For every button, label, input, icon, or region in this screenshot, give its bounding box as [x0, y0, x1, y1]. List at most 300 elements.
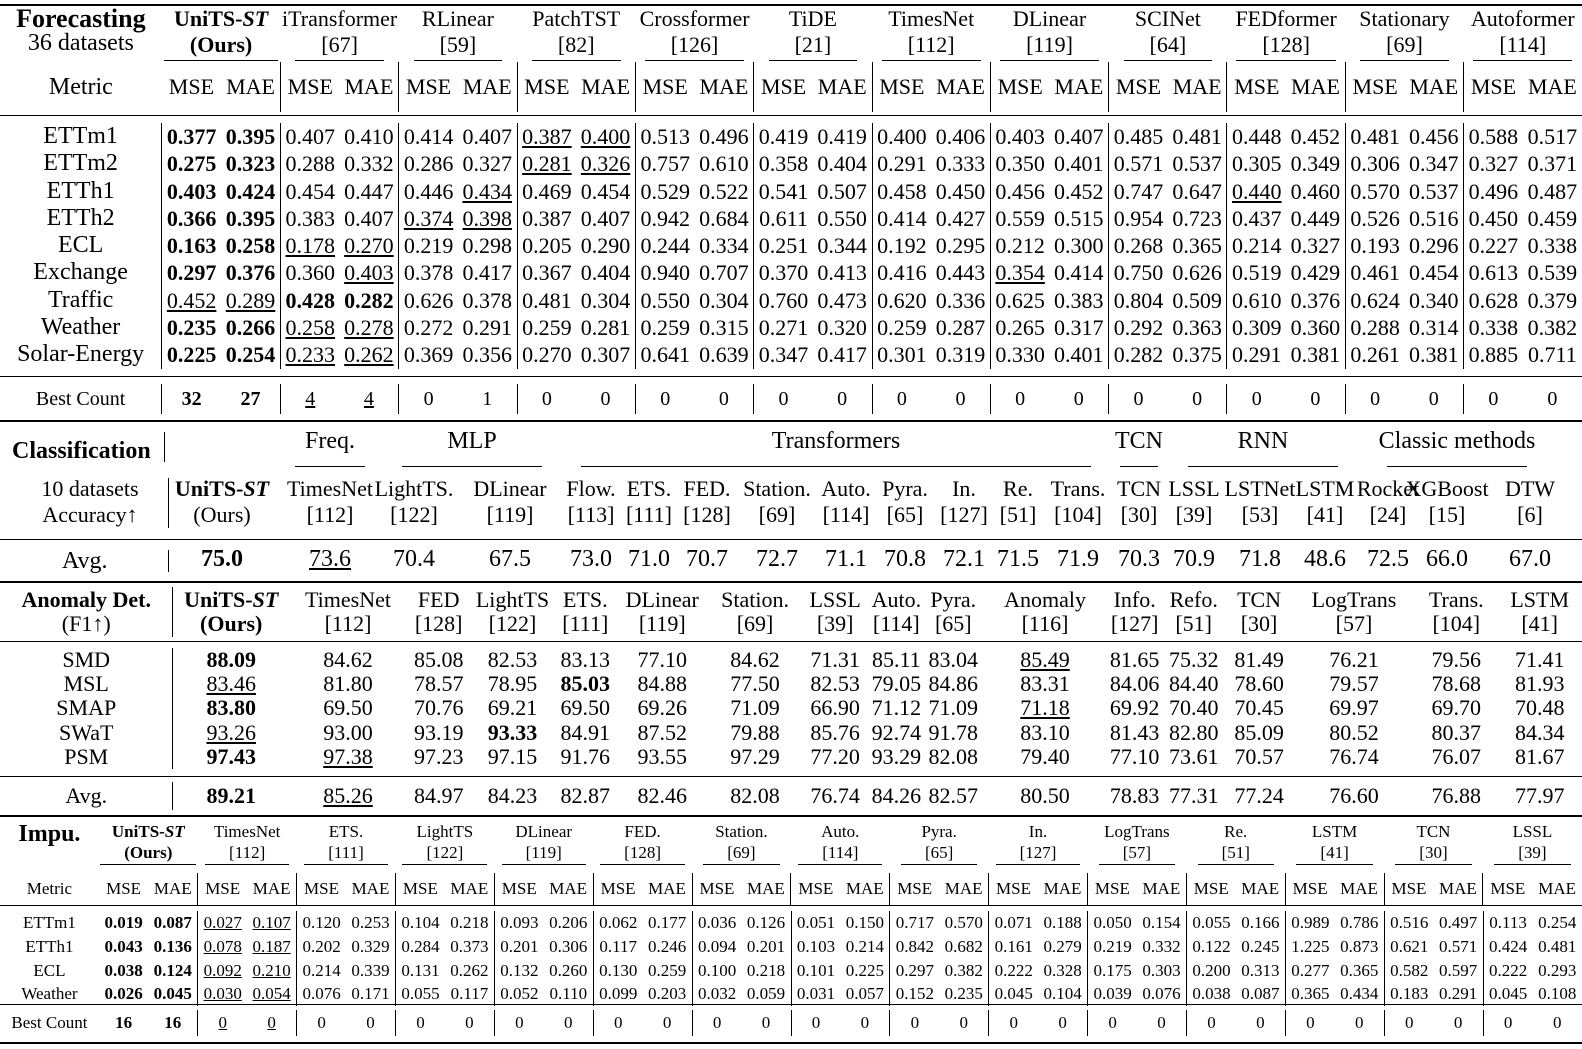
model-name: TiDE	[788, 6, 837, 31]
model-header-2	[297, 821, 396, 873]
value-cell: 0.293	[1538, 960, 1577, 980]
value-cell: 0.245	[1241, 936, 1280, 956]
mae-header: MAE	[462, 74, 512, 99]
value-cell: 0.214	[845, 936, 885, 956]
value-cell: 0.045	[1483, 982, 1532, 1006]
model-ref: [122]	[390, 502, 438, 527]
mae-header: MAE	[581, 74, 631, 99]
mse-header: MSE	[890, 873, 939, 905]
value-cell: 0.262	[344, 342, 394, 368]
classification-sub1: 10 datasets	[41, 476, 139, 501]
value-cell: 78.60	[1234, 671, 1284, 697]
model-ref: [53]	[1241, 502, 1279, 527]
model-header-7	[990, 6, 1108, 62]
best-count-cell: 0	[198, 1010, 247, 1036]
model-name: Flow.	[566, 476, 616, 501]
anomaly-data-table	[0, 648, 1582, 769]
model-name: DLinear	[473, 476, 547, 501]
value-cell: 0.404	[580, 260, 631, 286]
best-count-cell: 16	[164, 1013, 182, 1032]
model-header-10	[1345, 6, 1463, 62]
group-label: RNN	[1237, 428, 1289, 454]
forecasting-data-table	[0, 123, 1582, 369]
value-cell: 0.126	[746, 913, 786, 932]
value-cell: 0.454	[1408, 260, 1459, 286]
value-cell: 0.446	[399, 178, 458, 205]
model-ref: [69]	[1360, 32, 1449, 61]
value-cell: 0.711	[1528, 342, 1577, 368]
best-count-cell: 0	[890, 1010, 939, 1036]
value-cell: 0.258	[280, 314, 339, 341]
value-cell: 0.365	[1340, 960, 1379, 980]
value-cell: 0.332	[344, 151, 394, 177]
avg-value: 84.26	[871, 783, 922, 808]
mse-header: MSE	[1483, 873, 1532, 905]
value-cell: 0.227	[1464, 232, 1523, 259]
value-cell: 0.328	[1043, 960, 1082, 980]
model-ref: [65]	[901, 842, 977, 865]
value-cell: 71.41	[1514, 647, 1565, 672]
mse-header: MSE	[593, 873, 642, 905]
value-cell: 81.93	[1514, 671, 1565, 697]
imputation-top-rule	[0, 815, 1582, 817]
model-header-7	[791, 821, 890, 873]
dataset-name: Solar-Energy	[17, 341, 145, 368]
value-cell: 0.332	[1142, 936, 1181, 956]
value-cell: 0.292	[1109, 314, 1168, 341]
model-header-13	[1384, 821, 1483, 873]
model-name: XGBoost	[1405, 476, 1489, 501]
value-cell: 0.291	[872, 150, 931, 177]
value-cell: 0.516	[1408, 205, 1459, 231]
forecasting-subtitle: 36 datasets	[27, 30, 134, 56]
model-ref: [51]	[1198, 842, 1274, 865]
value-cell: 0.178	[280, 232, 339, 259]
value-cell: 0.449	[1290, 205, 1341, 231]
model-ref: [122]	[488, 611, 537, 636]
value-cell: 0.038	[1187, 982, 1236, 1006]
mse-header: MSE	[198, 873, 247, 905]
best-count-cell: 0	[494, 1010, 543, 1036]
value-cell: 0.286	[399, 150, 458, 177]
value-cell: 0.954	[1109, 205, 1168, 232]
model-ref: [69]	[758, 502, 796, 527]
model-name: Crossformer	[639, 6, 750, 31]
group-rule	[295, 466, 365, 467]
model-header-1	[289, 587, 407, 637]
value-cell: 71.12	[871, 695, 922, 721]
value-cell: 0.235	[162, 314, 221, 341]
best-count-cell: 0	[600, 387, 611, 410]
value-cell: 0.093	[494, 911, 543, 935]
value-cell: 0.537	[1408, 178, 1459, 204]
bottom-rule	[0, 1042, 1582, 1044]
group-label: Classic methods	[1378, 428, 1536, 454]
value-cell: 71.18	[1020, 695, 1070, 721]
group-label: TCN	[1115, 428, 1163, 454]
model-header-12	[1162, 587, 1225, 637]
value-cell: 0.214	[297, 959, 346, 983]
model-header-4	[494, 821, 593, 873]
model-ref: [119]	[1000, 32, 1099, 61]
model-ref: [41]	[1521, 611, 1559, 636]
avg-value: 76.88	[1431, 783, 1482, 808]
best-count-cell: 0	[1464, 384, 1523, 414]
value-cell: 0.296	[1408, 233, 1459, 259]
model-name: TCN	[1416, 822, 1451, 841]
model-ref: [128]	[683, 502, 731, 527]
value-cell: 0.647	[1172, 178, 1222, 204]
best-count-cell: 0	[990, 384, 1049, 414]
value-cell: 85.08	[413, 647, 464, 672]
value-cell: 0.448	[1227, 123, 1286, 150]
value-cell: 78.57	[413, 671, 464, 697]
model-header-1	[198, 821, 297, 873]
value-cell: 0.101	[791, 959, 840, 983]
value-cell: 0.360	[280, 259, 339, 286]
anomaly-avg	[0, 782, 1582, 810]
avg-value: 84.23	[487, 783, 538, 808]
value-cell: 0.132	[494, 959, 543, 983]
value-cell: 0.940	[635, 259, 694, 286]
value-cell: 0.099	[593, 982, 642, 1006]
value-cell: 0.104	[1043, 984, 1082, 1004]
value-cell: 0.367	[517, 259, 576, 286]
mse-header: MSE	[754, 62, 813, 112]
value-cell: 0.400	[872, 123, 931, 150]
value-cell: 0.291	[1227, 341, 1286, 368]
value-cell: 0.641	[635, 341, 694, 368]
value-cell: 69.26	[637, 695, 687, 721]
value-cell: 92.74	[871, 719, 922, 745]
classification-rule	[0, 539, 1582, 540]
value-cell: 77.20	[810, 743, 860, 769]
value-cell: 0.407	[344, 205, 394, 231]
value-cell: 0.107	[252, 913, 291, 932]
best-count-cell: 0	[517, 384, 576, 414]
model-ref: [51]	[1175, 611, 1213, 636]
imputation-section	[0, 821, 1582, 905]
model-ref: [112]	[205, 842, 289, 865]
model-ref: [39]	[1494, 842, 1570, 865]
table-row	[0, 935, 1582, 959]
model-name: LogTrans	[1311, 587, 1397, 612]
best-count-cell: 0	[593, 1010, 642, 1036]
value-cell: 81.49	[1234, 647, 1284, 672]
value-cell: 0.203	[648, 984, 687, 1004]
value-cell: 0.481	[1345, 123, 1404, 150]
value-cell: 0.383	[1054, 287, 1104, 313]
value-cell: 0.313	[1241, 960, 1280, 980]
mae-header: MAE	[226, 74, 275, 99]
model-name: TimesNet	[213, 822, 281, 841]
value-cell: 0.163	[162, 232, 221, 259]
value-cell: 93.29	[871, 743, 922, 769]
value-cell: 0.108	[1538, 984, 1577, 1004]
model-name: DLinear	[1012, 6, 1087, 31]
avg-value: 67.0	[1509, 546, 1551, 572]
value-cell: 0.270	[517, 341, 576, 368]
table-row	[0, 259, 1582, 286]
value-cell: 0.214	[1227, 232, 1286, 259]
model-ref: [116]	[1021, 611, 1069, 636]
model-ref: [112]	[324, 611, 372, 636]
value-cell: 0.481	[1172, 124, 1222, 149]
value-cell: 0.306	[1345, 150, 1404, 177]
dataset-name: ETTh2	[46, 204, 115, 231]
value-cell: 0.407	[580, 205, 631, 231]
value-cell: 0.450	[935, 178, 986, 204]
value-cell: 0.469	[517, 178, 576, 205]
best-count-cell: 0	[1157, 1013, 1166, 1032]
value-cell: 0.103	[791, 935, 840, 959]
anomaly-section	[0, 587, 1582, 637]
value-cell: 0.414	[399, 123, 458, 150]
model-ref: [39]	[816, 611, 854, 636]
value-cell: 70.48	[1514, 695, 1565, 721]
value-cell: 93.33	[487, 719, 538, 745]
group-rule	[1120, 466, 1158, 467]
model-ref: [119]	[638, 611, 686, 636]
best-count-cell: 0	[860, 1013, 870, 1032]
avg-value: 82.57	[928, 783, 979, 808]
value-cell: 0.628	[1464, 287, 1523, 314]
group-label: Transformers	[771, 428, 901, 454]
value-cell: 82.80	[1168, 719, 1219, 745]
value-cell: 0.842	[890, 935, 939, 959]
mae-header: MAE	[1538, 879, 1577, 898]
value-cell: 0.358	[754, 150, 813, 177]
value-cell: 0.424	[1483, 935, 1532, 959]
model-header-11	[1107, 587, 1162, 637]
value-cell: 0.338	[1464, 314, 1523, 341]
model-header-9	[924, 587, 983, 637]
avg-value: 76.60	[1329, 783, 1379, 808]
model-ref: [59]	[414, 32, 503, 61]
value-cell: 0.031	[791, 982, 840, 1006]
model-ref: [114]	[798, 842, 882, 865]
value-cell: 0.306	[549, 936, 588, 956]
best-count-cell: 16	[115, 1013, 133, 1032]
value-cell: 0.201	[494, 935, 543, 959]
avg-value: 70.9	[1173, 546, 1215, 572]
avg-value: 73.6	[309, 546, 351, 572]
mae-header: MAE	[1172, 74, 1222, 99]
model-name: RLinear	[421, 6, 494, 31]
best-count-cell: 1	[482, 387, 493, 410]
value-cell: 0.459	[1527, 205, 1578, 231]
anomaly-avg-rule	[0, 776, 1582, 777]
value-cell: 0.300	[1054, 233, 1104, 259]
value-cell: 0.610	[699, 151, 749, 177]
value-cell: 0.288	[1345, 314, 1404, 341]
value-cell: 0.055	[1187, 911, 1236, 935]
model-header-4	[555, 587, 616, 637]
avg-value: 70.4	[393, 546, 435, 572]
model-ref: (Ours)	[193, 502, 251, 527]
dataset-name: SMD	[0, 648, 173, 672]
value-cell: 0.314	[1408, 315, 1459, 341]
value-cell: 91.78	[928, 719, 979, 745]
avg-value: 82.46	[637, 783, 687, 808]
model-ref: [114]	[822, 502, 870, 527]
mse-header: MSE	[1464, 62, 1523, 112]
value-cell: 0.290	[580, 233, 631, 259]
value-cell: 0.873	[1340, 936, 1379, 956]
model-ref: [119]	[502, 842, 586, 865]
model-name: Pyra.	[882, 476, 928, 501]
value-cell: 0.291	[462, 315, 512, 341]
avg-value: 82.87	[560, 783, 611, 808]
value-cell: 0.350	[990, 150, 1049, 177]
mae-header: MAE	[699, 74, 749, 99]
value-cell: 0.205	[517, 232, 576, 259]
model-name: FED.	[683, 476, 731, 501]
best-count-cell: 0	[955, 387, 966, 410]
best-count-cell: 0	[1310, 387, 1321, 410]
value-cell: 0.136	[153, 936, 192, 956]
model-name: LightTS	[475, 587, 550, 612]
value-cell: 0.272	[399, 314, 458, 341]
value-cell: 0.307	[580, 342, 631, 368]
model-header-10	[1087, 821, 1186, 873]
anomaly-avg-table	[0, 782, 1582, 810]
value-cell: 97.15	[487, 743, 538, 769]
model-name: In.	[952, 476, 976, 501]
model-header-8	[1109, 6, 1227, 62]
value-cell: 85.11	[871, 647, 921, 672]
forecasting-title-cell	[0, 6, 162, 62]
anomaly-title-cell	[0, 587, 173, 637]
value-cell: 0.723	[1172, 205, 1222, 231]
value-cell: 0.271	[754, 314, 813, 341]
best-count-cell: 0	[465, 1013, 474, 1032]
model-ref: [122]	[402, 842, 487, 865]
value-cell: 0.370	[754, 259, 813, 286]
value-cell: 82.53	[487, 647, 538, 672]
value-cell: 71.09	[730, 695, 780, 721]
dataset-name: Exchange	[33, 259, 128, 286]
best-count-cell: 0	[718, 387, 729, 410]
value-cell: 0.376	[1290, 287, 1341, 313]
model-header-16	[1497, 587, 1582, 637]
best-count-cell: 0	[1109, 384, 1168, 414]
value-cell: 0.036	[692, 911, 741, 935]
value-cell: 0.253	[351, 913, 390, 932]
best-count-cell: 0	[1345, 384, 1404, 414]
table-row	[0, 205, 1582, 232]
value-cell: 0.032	[692, 982, 741, 1006]
value-cell: 0.210	[252, 960, 291, 980]
value-cell: 80.37	[1431, 719, 1482, 745]
value-cell: 0.304	[580, 287, 631, 313]
mse-header: MSE	[791, 873, 840, 905]
model-ref: [114]	[1473, 32, 1572, 61]
value-cell: 0.620	[872, 287, 931, 314]
dataset-name: ETTm2	[43, 150, 118, 177]
model-ref: [41]	[1306, 502, 1344, 527]
model-name: In.	[1028, 822, 1048, 841]
group-label: MLP	[447, 428, 497, 454]
dataset-name: ECL	[57, 232, 104, 259]
value-cell: 83.13	[560, 647, 611, 672]
model-name: DTW	[1504, 476, 1556, 501]
model-name: LSSL	[1168, 476, 1220, 501]
value-cell: 0.235	[944, 984, 983, 1004]
model-header-2	[407, 587, 470, 637]
value-cell: 0.298	[462, 233, 512, 259]
value-cell: 0.570	[1345, 178, 1404, 205]
mse-header: MSE	[1109, 62, 1168, 112]
value-cell: 0.225	[162, 341, 221, 368]
group-label: Freq.	[305, 428, 355, 454]
value-cell: 0.989	[1285, 911, 1334, 935]
value-cell: 0.417	[462, 260, 512, 286]
dataset-name: Weather	[40, 314, 121, 341]
value-cell: 0.303	[1142, 960, 1181, 980]
model-name: ETS.	[328, 822, 364, 841]
model-ref: [15]	[1428, 502, 1466, 527]
model-name: FED	[417, 587, 460, 612]
model-name: LSTM	[1295, 476, 1355, 501]
value-cell: 0.786	[1340, 913, 1379, 932]
value-cell: 0.403	[162, 178, 221, 205]
mae-header: MAE	[1291, 74, 1340, 99]
model-name: UniTS-ST	[111, 822, 185, 841]
value-cell: 0.414	[872, 205, 931, 232]
model-header-5	[754, 6, 872, 62]
value-cell: 0.365	[1172, 233, 1222, 259]
value-cell: 0.039	[1088, 982, 1137, 1006]
model-header-15	[1415, 587, 1497, 637]
value-cell: 83.31	[1020, 671, 1070, 697]
mse-header: MSE	[692, 873, 741, 905]
model-ref: [30]	[1120, 502, 1158, 527]
model-ref: [127]	[1110, 611, 1159, 636]
value-cell: 0.206	[549, 913, 588, 932]
model-ref: [69]	[703, 842, 779, 865]
model-name: LogTrans	[1104, 822, 1170, 841]
best-count-cell: 0	[761, 1013, 771, 1032]
anomaly-header-rule	[0, 641, 1582, 642]
model-ref: [65]	[934, 611, 972, 636]
anomaly-body	[0, 648, 1582, 769]
model-name: Re.	[1003, 476, 1033, 501]
imputation-table	[0, 821, 1582, 905]
model-ref: [126]	[645, 32, 745, 61]
value-cell: 0.222	[1483, 959, 1532, 983]
group-rule	[1387, 466, 1527, 467]
value-cell: 0.027	[198, 911, 247, 935]
value-cell: 0.305	[1227, 150, 1286, 177]
value-cell: 0.192	[872, 232, 931, 259]
value-cell: 0.378	[399, 259, 458, 286]
imputation-best-rule	[0, 1004, 1582, 1005]
value-cell: 0.537	[1172, 151, 1222, 177]
dataset-name: Weather	[21, 984, 78, 1004]
value-cell: 0.327	[1464, 150, 1523, 177]
value-cell: 0.019	[104, 913, 143, 932]
model-name: TCN	[1237, 587, 1282, 612]
value-cell: 78.95	[487, 671, 538, 697]
value-cell: 0.371	[1527, 151, 1578, 177]
mae-header: MAE	[1439, 879, 1477, 898]
value-cell: 0.171	[351, 984, 390, 1004]
model-ref: [6]	[1517, 502, 1543, 527]
model-name: DLinear	[515, 822, 573, 841]
model-ref: [128]	[414, 611, 463, 636]
value-cell: 69.92	[1109, 695, 1160, 721]
